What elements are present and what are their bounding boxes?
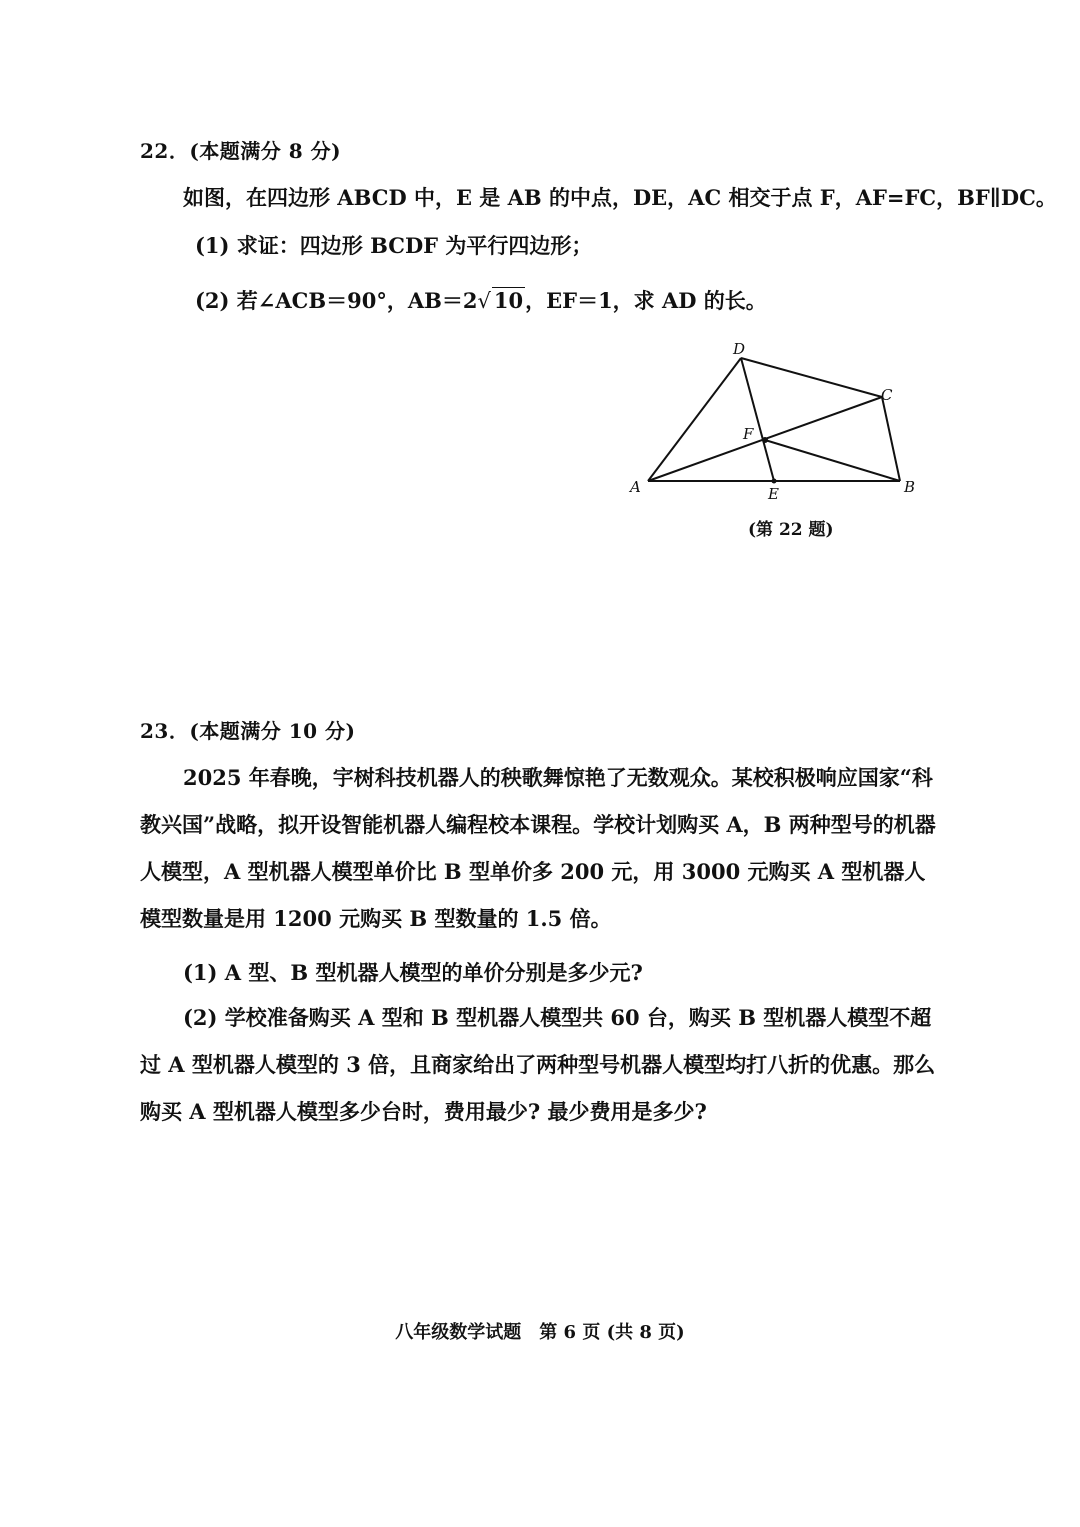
point-e	[772, 479, 777, 484]
label-c: C	[881, 386, 893, 404]
segment-ad	[648, 358, 741, 481]
label-d: D	[733, 340, 746, 358]
segment-cb	[882, 397, 900, 481]
question-22-intro: 如图，在四边形 ABCD 中，E 是 AB 的中点，DE，AC 相交于点 F，AF=FC，BF∥DC。	[183, 185, 1057, 210]
label-a: A	[630, 478, 641, 496]
question-22-part-2	[195, 285, 767, 315]
question-22-part-1: (1) 求证：四边形 BCDF 为平行四边形；	[195, 233, 593, 258]
segment-dc	[741, 358, 882, 397]
question-23-part-2: (2) 学校准备购买 A 型和 B 型机器人模型共 60 台，购买 B 型机器人模型不超过 A 型机器人模型的 3 倍，且商家给出了两种型号机器人模型均打八折的优惠。那么购买 A 型机器人模型多少台时，费用最少? 最少费用是多少?	[140, 1005, 936, 1124]
label-e: E	[768, 485, 779, 503]
question-23-part-1: (1) A 型、B 型机器人模型的单价分别是多少元?	[183, 960, 643, 985]
part-2-prefix: (2) 若∠ACB＝90°，AB＝2	[195, 288, 478, 313]
label-b: B	[904, 478, 916, 496]
figure-caption: (第 22 题)	[748, 520, 834, 540]
segment-de	[741, 358, 774, 481]
question-22-header: 22．(本题满分 8 分)	[140, 139, 342, 163]
segment-bf	[765, 440, 900, 481]
part-2-suffix: ，EF＝1，求 AD 的长。	[525, 288, 767, 313]
question-23-header: 23．(本题满分 10 分)	[140, 719, 356, 743]
question-23-paragraph: 2025 年春晚，宇树科技机器人的秧歌舞惊艳了无数观众。某校积极响应国家“科教兴国”战略，拟开设智能机器人编程校本课程。学校计划购买 A，B 两种型号的机器人模型，A 型机器人模型单价比 B 型单价多 200 元，用 3000 元购买 A 型机器人模型数量是用 1200 元购买 B 型数量的 1.5 倍。	[140, 765, 936, 931]
sqrt-symbol: √	[477, 289, 491, 313]
label-f: F	[743, 425, 754, 443]
page-footer: 八年级数学试题 第 6 页 (共 8 页)	[395, 1322, 685, 1343]
quadrilateral-figure	[610, 330, 940, 510]
point-f	[762, 437, 768, 443]
sqrt-radicand: 10	[493, 288, 524, 313]
